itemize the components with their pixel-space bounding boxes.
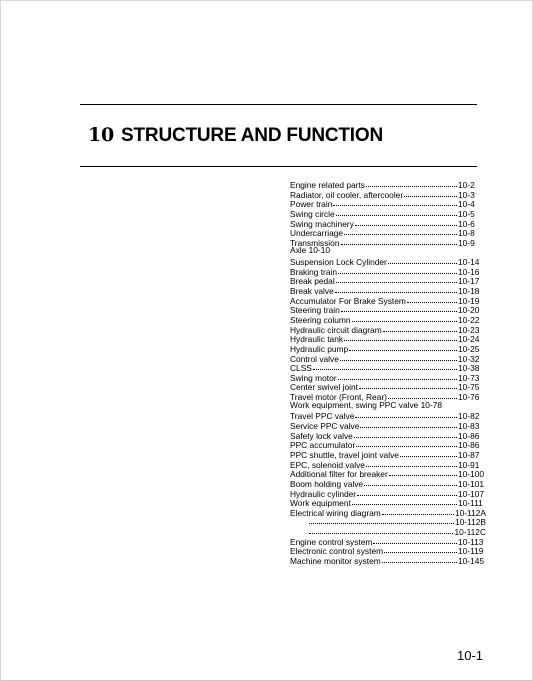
toc-entry-label: Additional filter for breaker <box>290 469 388 480</box>
toc-dot-leader <box>352 313 457 322</box>
toc-dot-leader <box>355 409 457 418</box>
toc-entry-label: Machine monitor system <box>290 555 381 566</box>
toc-entry-label: Center swivel joint <box>290 382 358 393</box>
toc-entry-label: Travel PPC valve <box>290 411 355 422</box>
toc-dot-leader <box>384 544 457 553</box>
table-of-contents <box>290 179 486 565</box>
toc-dot-leader <box>349 342 457 351</box>
toc-entry-label: Hydraulic circuit diagram <box>290 324 382 335</box>
toc-entry-label: Steering column <box>290 314 351 325</box>
toc-dot-leader <box>354 429 457 438</box>
toc-entry-page: 10-24 <box>458 334 480 345</box>
toc-entry-label: Work equipment <box>290 498 351 509</box>
toc-dot-leader <box>355 217 457 226</box>
toc-entry-page: 10-17 <box>458 276 480 287</box>
page-number: 10-1 <box>457 648 484 663</box>
toc-entry-page: 10-101 <box>458 478 485 489</box>
toc-entry-label: Electronic control system <box>290 546 384 557</box>
toc-entry-page: 10-111 <box>458 498 483 509</box>
toc-entry-page: 10-9 <box>458 237 475 248</box>
toc-entry-page: 10-107 <box>458 488 485 499</box>
toc-entry-label: Swing circle <box>290 208 335 219</box>
toc-entry-label: Engine control system <box>290 536 373 547</box>
toc-entry-page: 10-112C <box>454 527 486 538</box>
toc-entry-label: Travel motor (Front, Rear) <box>290 392 387 403</box>
toc-entry-label: Accumulator For Brake System <box>290 295 406 306</box>
toc-entry-label: Axle 10-10 <box>290 245 331 256</box>
toc-dot-leader <box>388 390 457 399</box>
toc-dot-leader <box>341 236 458 245</box>
toc-dot-leader <box>359 380 457 389</box>
toc-dot-leader <box>404 188 457 197</box>
toc-entry-page: 10-2 <box>458 180 475 190</box>
toc-entry-page: 10-20 <box>458 305 480 316</box>
toc-entry-label: Electrical wiring diagram <box>290 507 381 518</box>
toc-entry-page: 10-112B <box>454 517 486 528</box>
toc-entry-label: Undercarriage <box>290 228 344 239</box>
toc-entry-page: 10-5 <box>458 208 475 219</box>
toc-dot-leader <box>360 419 457 428</box>
toc-dot-leader <box>313 361 457 370</box>
toc-entry-page: 10-38 <box>458 363 480 374</box>
toc-dot-leader <box>364 477 457 486</box>
bottom-rule <box>80 166 477 167</box>
toc-entry-page: 10-25 <box>458 343 480 354</box>
toc-dot-leader <box>340 352 457 361</box>
toc-dot-leader <box>389 467 457 476</box>
toc-entry-page: 10-112A <box>454 507 486 518</box>
toc-entry <box>290 555 486 565</box>
toc-entry-page: 10-18 <box>458 286 480 297</box>
section-number: 10 <box>88 124 115 146</box>
toc-entry-label: PPC accumulator <box>290 440 356 451</box>
toc-entry-label: Hydraulic tank <box>290 334 344 345</box>
toc-dot-leader <box>338 265 457 274</box>
toc-entry-label: Engine related parts <box>290 180 365 190</box>
toc-entry-page: 10-4 <box>458 199 475 210</box>
toc-dot-leader <box>336 274 457 283</box>
toc-entry-label: CLSS <box>290 363 312 374</box>
toc-entry-label: Break pedal <box>290 276 335 287</box>
toc-entry-page: 10-22 <box>458 314 480 325</box>
toc-entry-page: 10-76 <box>458 392 480 403</box>
toc-entry-page: 10-113 <box>458 536 484 547</box>
toc-dot-leader <box>309 525 453 534</box>
toc-dot-leader <box>335 284 457 293</box>
toc-dot-leader <box>344 226 457 235</box>
toc-entry-page: 10-86 <box>458 430 480 441</box>
toc-dot-leader <box>373 535 457 544</box>
toc-entry-label: Work equipment, swing PPC valve 10-78 <box>290 399 443 410</box>
toc-entry-label: Steering train <box>290 305 340 316</box>
toc-entry-page: 10-73 <box>458 372 480 383</box>
toc-entry-page: 10-16 <box>458 266 480 277</box>
toc-dot-leader <box>357 487 457 496</box>
toc-entry-page: 10-100 <box>458 469 485 480</box>
toc-dot-leader <box>338 371 457 380</box>
toc-entry-page: 10-82 <box>458 411 480 422</box>
toc-entry-label: PPC shuttle, travel joint valve <box>290 449 399 460</box>
toc-dot-leader <box>366 458 457 467</box>
section-title <box>88 124 383 147</box>
toc-entry-page: 10-119 <box>458 546 484 557</box>
toc-entry-page: 10-32 <box>458 353 480 364</box>
toc-entry-label: Control valve <box>290 353 339 364</box>
toc-entry-page: 10-8 <box>458 228 475 239</box>
toc-entry-label: Safety lock valve <box>290 430 353 441</box>
toc-entry-label: Service PPC valve <box>290 421 360 432</box>
toc-entry-page: 10-87 <box>458 449 480 460</box>
toc-dot-leader <box>341 303 457 312</box>
toc-entry-label: Break valve <box>290 286 334 297</box>
toc-entry-page: 10-91 <box>458 459 480 470</box>
toc-entry-label: Boom holding valve <box>290 478 364 489</box>
toc-entry-label: Hydraulic cylinder <box>290 488 357 499</box>
toc-entry-label: EPC, solenoid valve <box>290 459 365 470</box>
toc-entry-label: Radiator, oil cooler, aftercooler <box>290 189 404 200</box>
toc-entry-label: Power train <box>290 199 333 210</box>
toc-entry-label: Braking train <box>290 266 338 277</box>
toc-entry-label: Hydraulic pump <box>290 343 349 354</box>
toc-entry-page: 10-23 <box>458 324 480 335</box>
toc-entry-label: Transmission <box>290 237 340 248</box>
toc-entry-page: 10-75 <box>458 382 480 393</box>
toc-dot-leader <box>407 294 457 303</box>
toc-entry-page: 10-6 <box>458 218 475 229</box>
toc-entry-label: Swing machinery <box>290 218 354 229</box>
toc-entry-page: 10-145 <box>458 555 485 566</box>
toc-entry-page: 10-14 <box>458 257 480 268</box>
toc-entry-page: 10-86 <box>458 440 480 451</box>
toc-dot-leader <box>388 255 457 264</box>
toc-dot-leader <box>352 496 457 505</box>
toc-dot-leader <box>344 332 457 341</box>
section-title-text: STRUCTURE AND FUNCTION <box>121 125 383 146</box>
toc-entry-label: Swing motor <box>290 372 337 383</box>
toc-dot-leader <box>382 506 454 515</box>
toc-dot-leader <box>309 515 454 524</box>
toc-entry-page: 10-3 <box>458 189 475 200</box>
toc-dot-leader <box>336 207 457 216</box>
toc-dot-leader <box>366 178 457 187</box>
toc-dot-leader <box>356 438 457 447</box>
toc-dot-leader <box>383 323 457 332</box>
toc-entry-page: 10-19 <box>458 295 480 306</box>
toc-dot-leader <box>382 554 457 563</box>
toc-entry-label: Suspension Lock Cylinder <box>290 257 387 268</box>
toc-dot-leader <box>333 197 457 206</box>
toc-dot-leader <box>400 448 457 457</box>
toc-entry-page: 10-83 <box>458 421 480 432</box>
top-rule <box>80 104 477 105</box>
